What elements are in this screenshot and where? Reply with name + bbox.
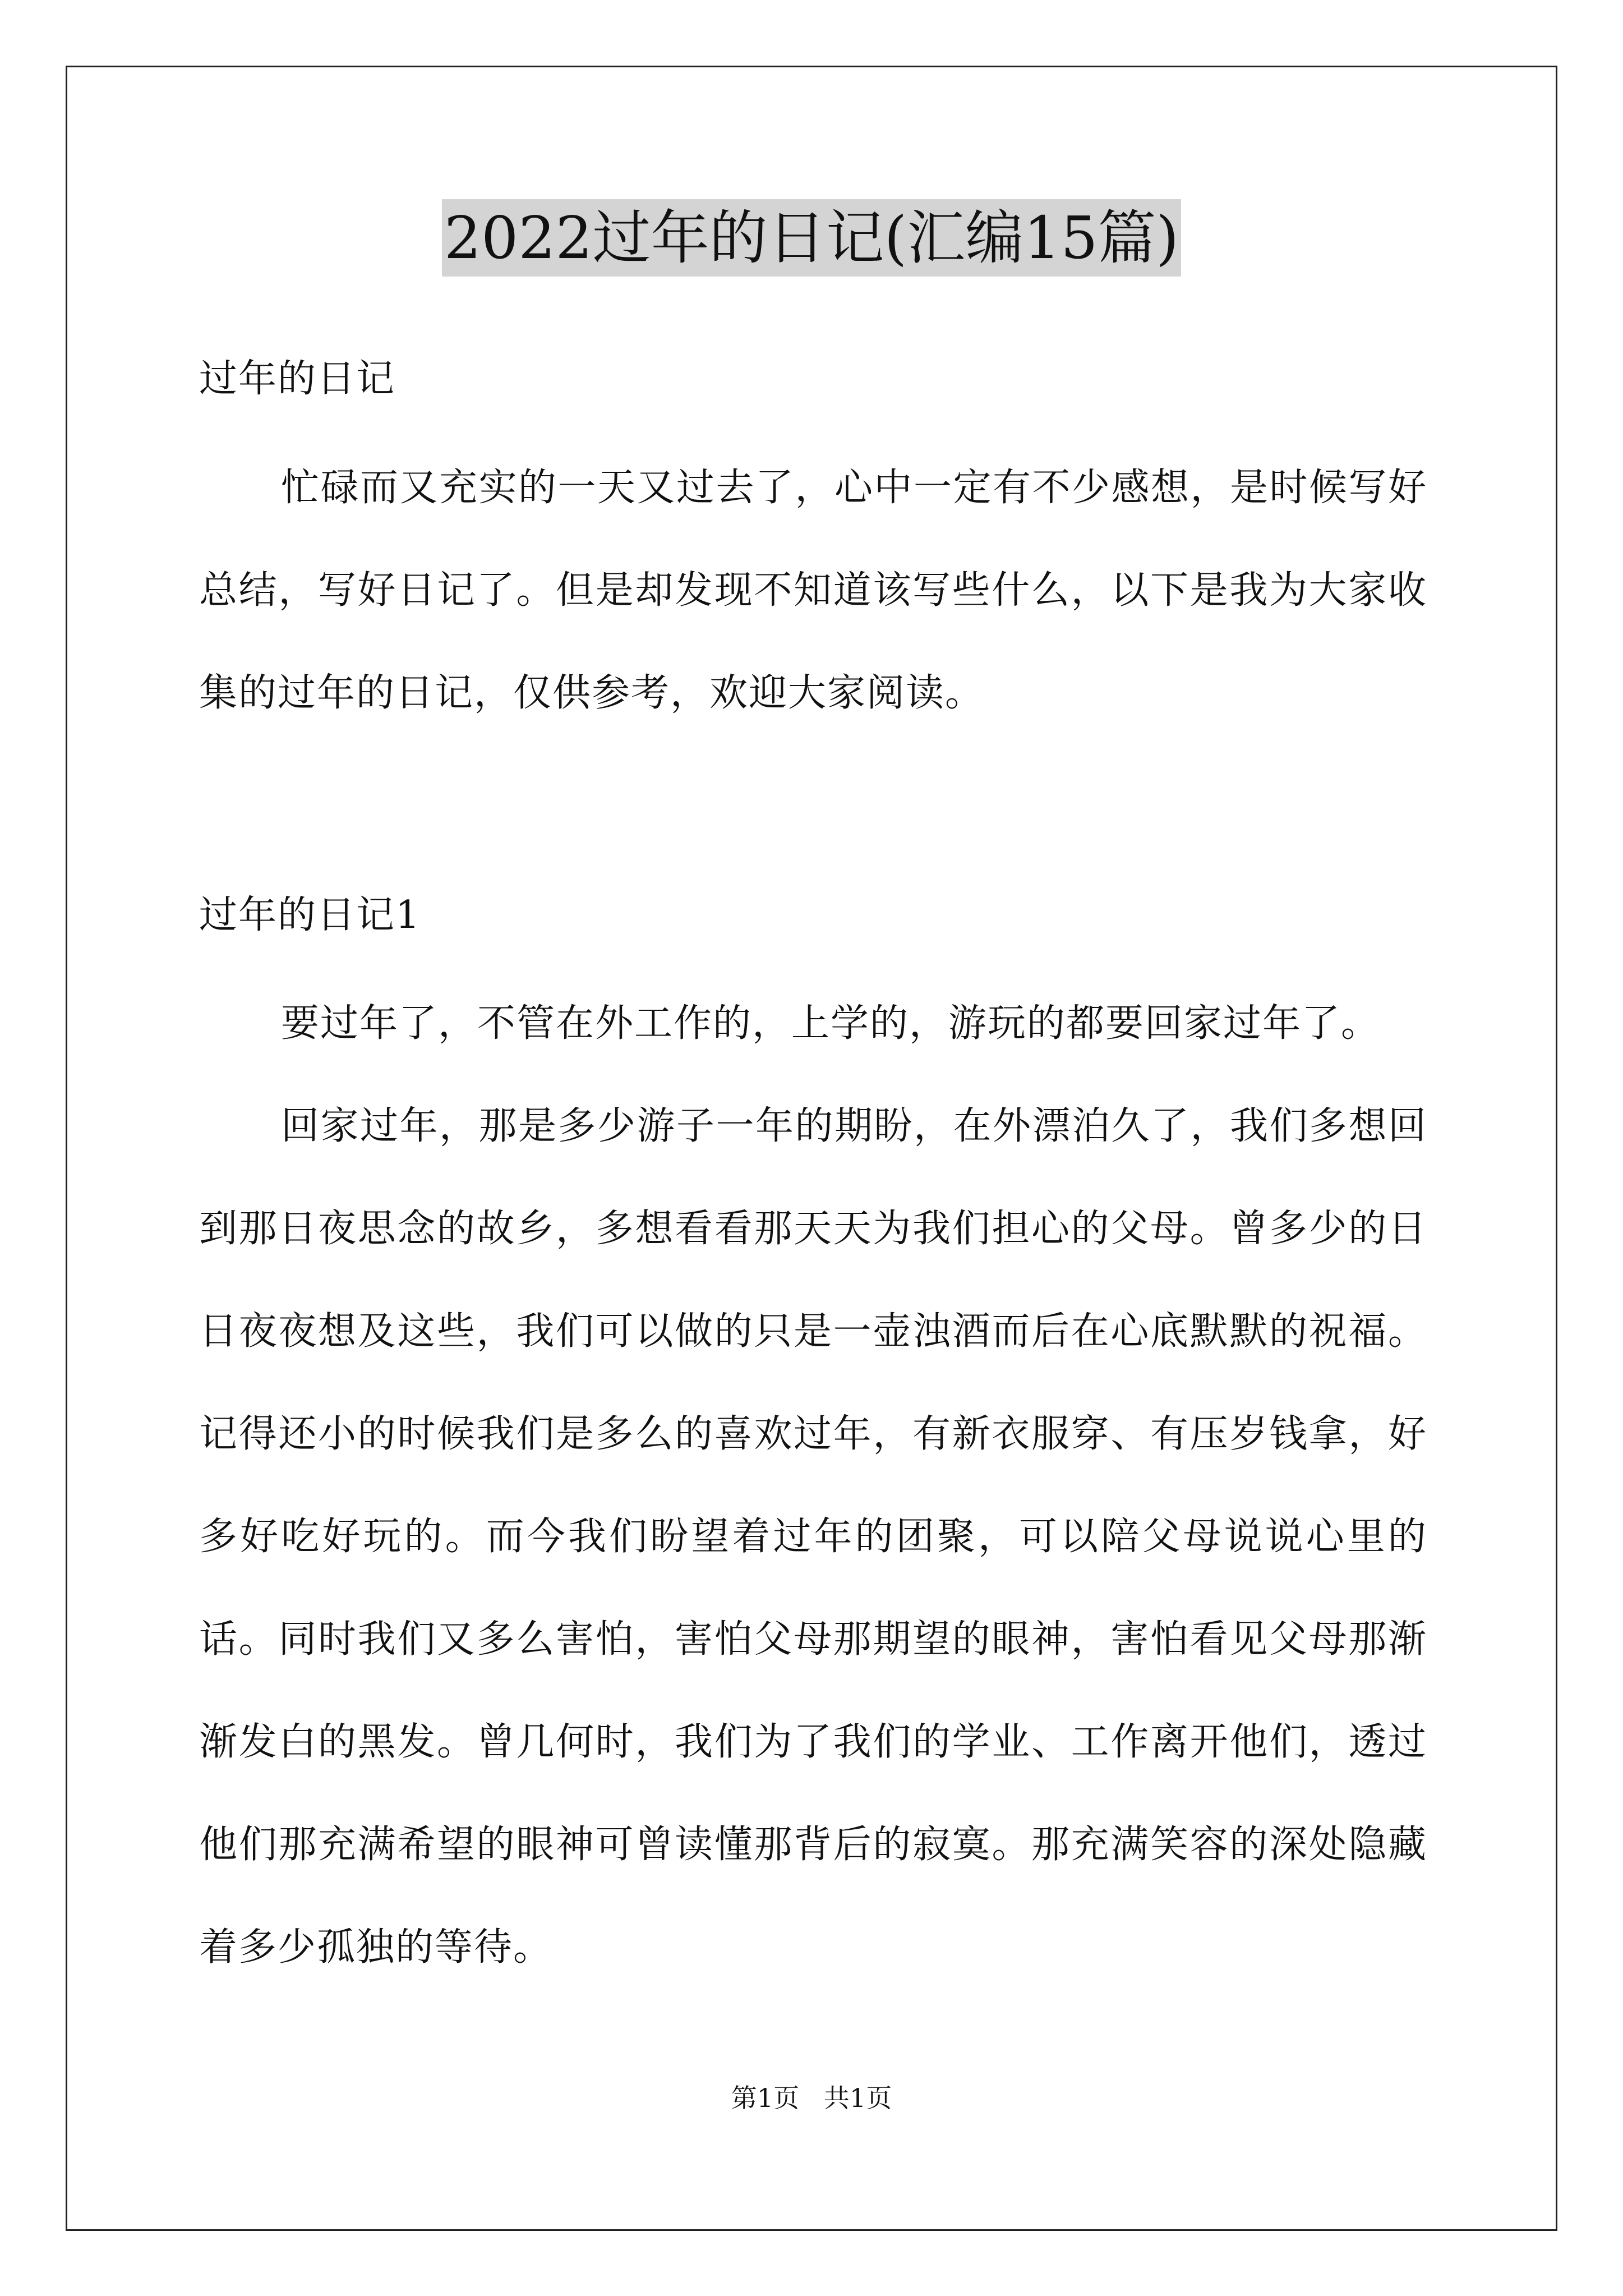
page-footer: 第1页 共1页 bbox=[731, 2083, 892, 2113]
section-1-paragraph-2: 回家过年，那是多少游子一年的期盼，在外漂泊久了，我们多想回到那日夜思念的故乡，多想看看那天天为我们担心的父母。曾多少的日日夜夜想及这些，我们可以做的只是一壶浊酒而后在心底默默的祝福。记得还小的时候我们是多么的喜欢过年，有新衣服穿、有压岁钱拿，好多好吃好玩的。而今我们盼望着过年的团聚，可以陪父母说说心里的话。同时我们又多么害怕，害怕父母那期望的眼神，害怕看见父母那渐渐发白的黑发。曾几何时，我们为了我们的学业、工作离开他们，透过他们那充满希望的眼神可曾读懂那背后的寂寞。那充满笑容的深处隐藏着多少孤独的等待。 bbox=[199, 1104, 1427, 1970]
intro-paragraph: 忙碌而又充实的一天又过去了，心中一定有不少感想，是时候写好总结，写好日记了。但是却发现不知道该写些什么，以下是我为大家收集的过年的日记，仅供参考，欢迎大家阅读。 bbox=[199, 466, 1427, 715]
intro-heading: 过年的日记 bbox=[199, 357, 396, 401]
title-container bbox=[0, 199, 1623, 277]
document-title: 2022过年的日记(汇编15篇) bbox=[442, 199, 1181, 277]
section-1-paragraph-1: 要过年了，不管在外工作的，上学的，游玩的都要回家过年了。 bbox=[281, 1001, 1381, 1046]
section-1-heading: 过年的日记1 bbox=[199, 893, 421, 937]
